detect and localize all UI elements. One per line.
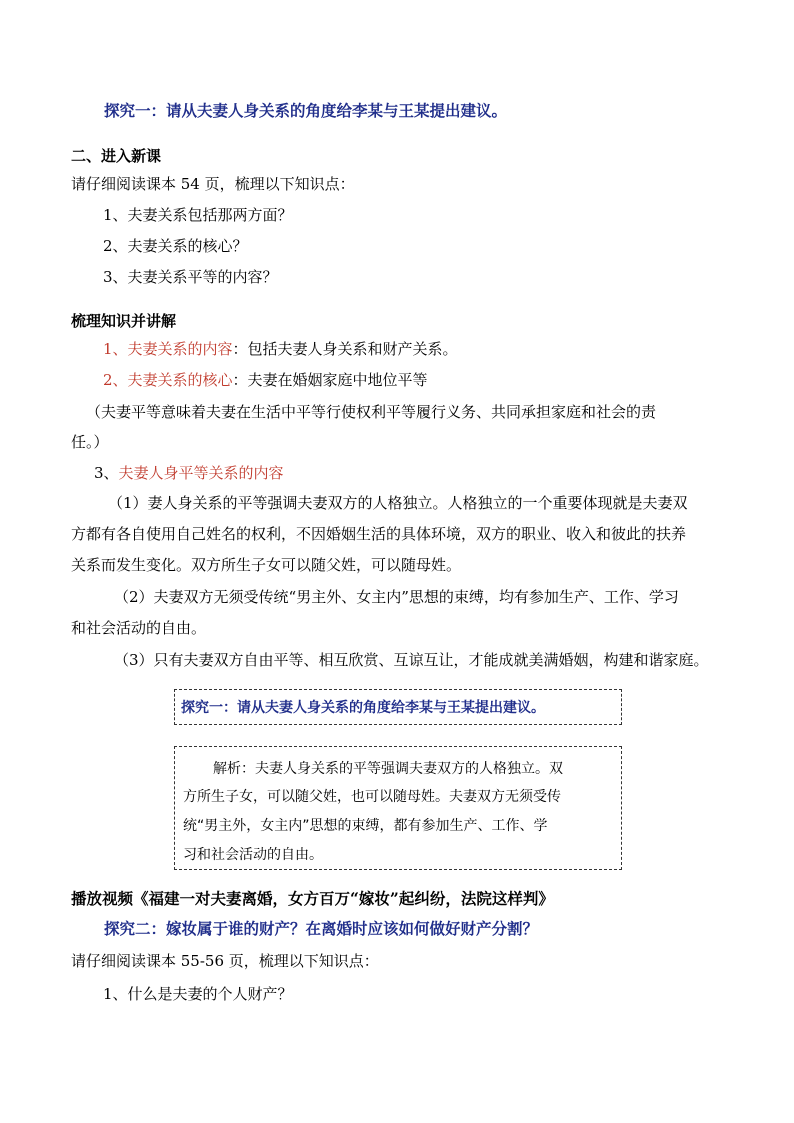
section2-heading: 二、进入新课	[71, 147, 162, 165]
para-2-line-1: （2）夫妻双方无须受传统“男主外、女主内”思想的束缚，均有参加生产、工作、学习	[114, 588, 679, 606]
point-2-text: ：夫妻在婚姻家庭中地位平等	[232, 371, 428, 389]
sort-heading: 梳理知识并讲解	[71, 312, 177, 330]
point-2	[103, 370, 428, 390]
question-2: 2、夫妻关系的核心？	[103, 237, 248, 255]
explore1-box-text: 探究一：请从夫妻人身关系的角度给李某与王某提出建议。	[181, 700, 545, 716]
point-1	[103, 339, 458, 359]
point-3-number: 3、	[94, 464, 119, 482]
question-3: 3、夫妻关系平等的内容？	[103, 268, 278, 286]
explore1-heading: 探究一：请从夫妻人身关系的角度给李某与王某提出建议。	[104, 101, 508, 120]
analysis-line-3: 统“男主外，女主内”思想的束缚，都有参加生产、工作、学	[183, 818, 548, 834]
para-1-line-1: （1）妻人身关系的平等强调夫妻双方的人格独立。人格独立的一个重要体现就是夫妻双	[108, 494, 688, 512]
point-1-label: 1、夫妻关系的内容	[103, 340, 233, 358]
video-heading: 播放视频《福建一对夫妻离婚，女方百万“嫁妆”起纠纷，法院这样判》	[71, 889, 554, 908]
read-instruction-2: 请仔细阅读课本 55-56 页，梳理以下知识点：	[71, 952, 379, 970]
para-1-line-3: 关系而发生变化。双方所生子女可以随父姓，可以随母姓。	[71, 556, 462, 574]
para-3-line-1: （3）只有夫妻双方自由平等、相互欣赏、互谅互让，才能成就美满婚姻，构建和谐家庭。	[114, 651, 709, 669]
para-2-line-2: 和社会活动的自由。	[71, 619, 207, 637]
note-line-1: （夫妻平等意味着夫妻在生活中平等行使权利平等履行义务、共同承担家庭和社会的责	[86, 403, 657, 421]
analysis-line-2: 方所生子女，可以随父姓，也可以随母姓。夫妻双方无须受传	[183, 789, 561, 805]
analysis-box	[174, 746, 622, 870]
analysis-line-4: 习和社会活动的自由。	[183, 847, 323, 863]
point-2-label: 2、夫妻关系的核心	[103, 371, 233, 389]
question-personal-property: 1、什么是夫妻的个人财产？	[103, 985, 293, 1003]
explore1-box	[174, 689, 622, 725]
explore2-heading: 探究二：嫁妆属于谁的财产？在离婚时应该如何做好财产分割？	[104, 919, 539, 938]
question-1: 1、夫妻关系包括那两方面？	[103, 206, 293, 224]
point-1-text: ：包括夫妻人身关系和财产关系。	[232, 340, 458, 358]
point-3	[94, 463, 284, 483]
point-3-label: 夫妻人身平等关系的内容	[118, 464, 284, 482]
analysis-line-1: 解析：夫妻人身关系的平等强调夫妻双方的人格独立。双	[213, 761, 563, 777]
read-instruction: 请仔细阅读课本 54 页，梳理以下知识点：	[71, 175, 355, 193]
para-1-line-2: 方都有各自使用自己姓名的权利，不因婚姻生活的具体环境，双方的职业、收入和彼此的扶养	[71, 525, 687, 543]
note-line-2: 任。）	[71, 433, 109, 451]
